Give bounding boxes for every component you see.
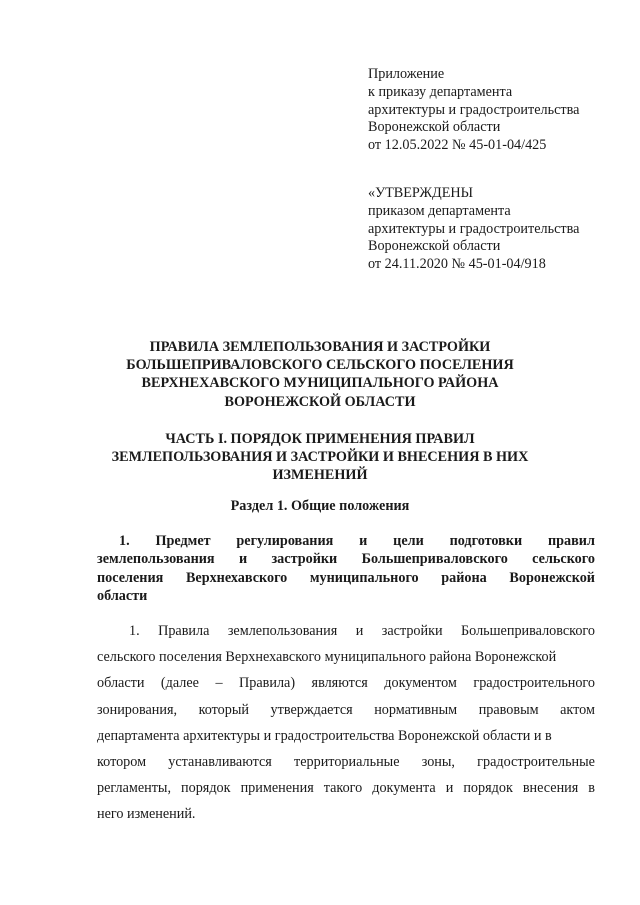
subsection-heading [97,532,595,605]
subsection-word: Предмет [155,533,211,549]
document-title [60,338,580,411]
body-paragraph [97,618,595,828]
approved-line: приказом департамента [368,202,511,219]
appendix-line: от 12.05.2022 № 45-01-04/425 [368,137,547,154]
paragraph-line-8: него изменений. [97,806,196,823]
paragraph-line-2: сельского поселения Верхнехавского муниципального района Воронежской [97,649,557,666]
appendix-line: Приложение [368,66,445,82]
paragraph-word: документа [372,780,436,797]
subsection-word: правил [547,533,595,549]
subsection-word: и [359,533,368,549]
part-title [60,430,580,485]
paragraph-word: зоны, [421,754,455,771]
part-title-line: ИЗМЕНЕНИЙ [272,467,368,484]
appendix-line: архитектуры и градостроительства [368,101,580,118]
paragraph-line-5: департамента архитектуры и градостроительства Воронежской области и в [97,727,552,744]
paragraph-word: внесения [522,780,579,797]
paragraph-word: нормативным [374,701,458,718]
approved-line: от 24.11.2020 № 45-01-04/918 [368,256,546,273]
paragraph-word: правовым [478,701,539,718]
subsection-line-1 [97,532,595,550]
approved-line: архитектуры и градостроительства [368,220,580,237]
title-line: ВОРОНЕЖСКОЙ ОБЛАСТИ [224,393,416,410]
subsection-word: застройки [271,551,338,568]
title-line: ВЕРХНЕХАВСКОГО МУНИЦИПАЛЬНОГО РАЙОНА [141,375,499,392]
paragraph-word: землепользования [227,623,338,639]
subsection-line-4: области [97,587,148,604]
appendix-line: Воронежской области [368,119,501,136]
subsection-word: регулирования [236,533,334,549]
paragraph-word: Большеприваловского [461,623,595,639]
section-title: Раздел 1. Общие положения [230,498,410,514]
part-title-line: ЧАСТЬ I. ПОРЯДОК ПРИМЕНЕНИЯ ПРАВИЛ [165,431,475,447]
paragraph-word: котором [97,754,147,771]
paragraph-line-3 [97,670,595,696]
paragraph-word: актом [560,701,595,718]
paragraph-word: зонирования, [97,701,178,718]
paragraph-word: утверждается [270,701,353,718]
paragraph-word: (далее [160,675,199,692]
paragraph-word: Правила [158,623,210,639]
subsection-word: муниципального [309,569,419,586]
title-line: БОЛЬШЕПРИВАЛОВСКОГО СЕЛЬСКОГО ПОСЕЛЕНИЯ [126,357,514,374]
subsection-word: землепользования [97,551,215,568]
subsection-line-3 [97,569,595,587]
paragraph-word: и [355,623,364,639]
paragraph-word: 1. [129,623,140,639]
subsection-word: Верхнехавского [185,569,288,586]
subsection-line-2 [97,550,595,568]
paragraph-word: в [588,780,595,797]
paragraph-word: градостроительного [473,675,595,692]
paragraph-word: применения [240,780,314,797]
paragraph-word: области [97,675,145,692]
subsection-word: Большеприваловского [361,551,508,568]
paragraph-word: застройки [381,623,443,639]
paragraph-word: и [445,780,454,797]
paragraph-word: порядок [181,780,231,797]
approved-line: «УТВЕРЖДЕНЫ [368,185,473,201]
appendix-line: к приказу департамента [368,83,513,100]
subsection-word: сельского [532,551,595,568]
title-line: ПРАВИЛА ЗЕМЛЕПОЛЬЗОВАНИЯ И ЗАСТРОЙКИ [149,339,491,355]
paragraph-line-4 [97,697,595,723]
approved-header [368,185,618,274]
paragraph-line-7 [97,775,595,801]
subsection-word: поселения [97,569,164,586]
subsection-word: и [238,551,248,568]
paragraph-word: – [215,675,223,692]
paragraph-word: документом [384,675,457,692]
paragraph-line-6 [97,749,595,775]
paragraph-word: который [198,701,249,718]
subsection-word: цели [393,533,424,549]
paragraph-word: порядок [463,780,513,797]
subsection-word: Воронежской [509,569,595,586]
paragraph-line-1 [97,618,595,644]
paragraph-word: территориальные [294,754,400,771]
subsection-word: района [441,569,487,586]
paragraph-word: Правила) [239,675,296,692]
paragraph-word: такого [323,780,363,797]
paragraph-word: градостроительные [477,754,595,771]
appendix-header [368,66,618,155]
part-title-line: ЗЕМЛЕПОЛЬЗОВАНИЯ И ЗАСТРОЙКИ И ВНЕСЕНИЯ В НИХ [111,449,529,466]
paragraph-word: регламенты, [97,780,172,797]
paragraph-word: являются [311,675,368,692]
subsection-word: подготовки [449,533,523,549]
approved-line: Воронежской области [368,238,501,255]
subsection-word: 1. [119,533,130,549]
paragraph-word: устанавливаются [168,754,272,771]
